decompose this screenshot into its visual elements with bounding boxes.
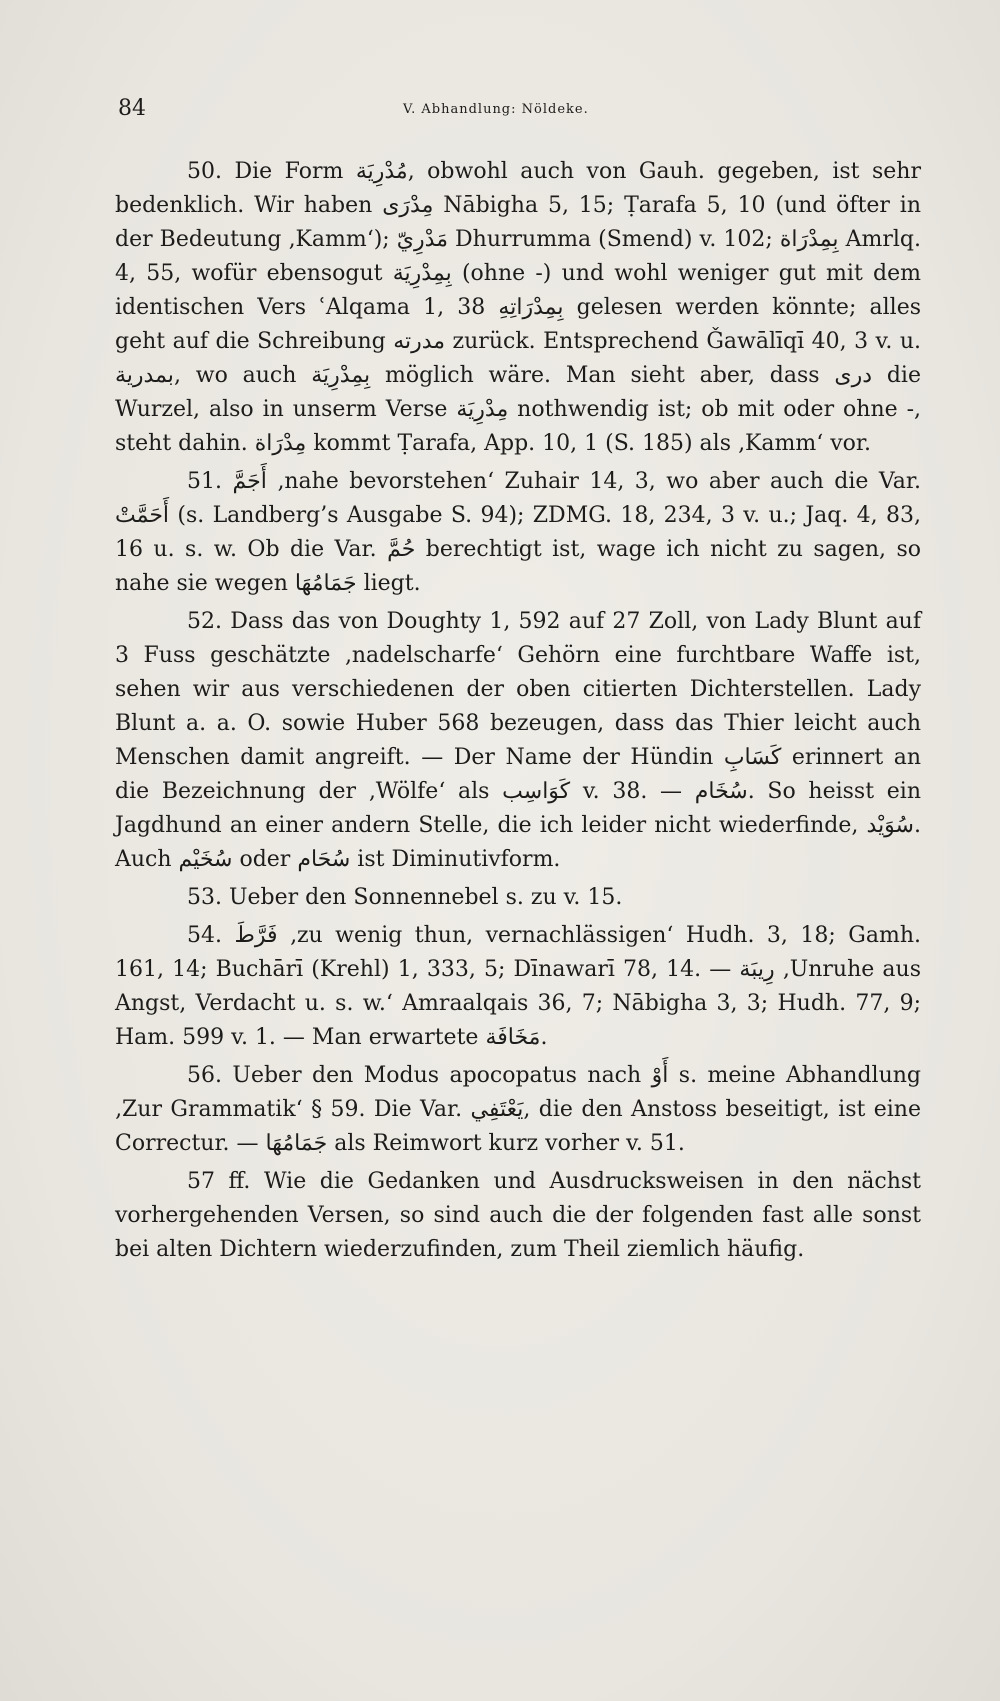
- page-number: 84: [118, 96, 146, 121]
- note-52: 52. Dass das von Doughty 1, 592 auf 27 Zoll, von Lady Blunt auf 3 Fuss geschätzte ‚nadelscharfe‘ Gehörn eine furchtbare Waffe ist, sehen wir aus verschiedenen der oben citierten Dichterstellen. Lady Blunt a. a. O. sowie Huber 568 bezeugen, dass das Thier leicht auch Menschen damit angreift. — Der Name der Hündin كَسَابِ erinnert an die Bezeichnung der ‚Wölfe‘ als كَوَاسِب v. 38. — سُخَام. So heisst ein Jagdhund an einer andern Stelle, die ich leider nicht wiederfinde, سُوَيْد. Auch سُخَيْم oder سُحَام ist Diminutivform.: [115, 609, 922, 872]
- note-54: 54. فَرَّطَ ‚zu wenig thun, vernachlässigen‘ Hudh. 3, 18; Gamh. 161, 14; Buchārī (Krehl) 1, 333, 5; Dīnawarī 78, 14. — رِيبَة ‚Unruhe aus Angst, Verdacht u. s. w.‘ Amraalqais 36, 7; Nābigha 3, 3; Hudh. 77, 9; Ham. 599 v. 1. — Man erwartete مَخَافَة.: [115, 923, 921, 1050]
- running-head: [118, 96, 918, 126]
- note-57: 57 ff. Wie die Gedanken und Ausdrucksweisen in den nächst vorhergehenden Versen, so sind auch die der folgenden fast alle sonst bei alten Dichtern wiederzufinden, zum Theil ziemlich häufig.: [115, 1169, 921, 1262]
- body-text: [115, 155, 921, 1271]
- note-51: 51. أَجَمَّ ‚nahe bevorstehen‘ Zuhair 14, 3, wo aber auch die Var. أَحَمَّتْ (s. Landberg’s Ausgabe S. 94); ZDMG. 18, 234, 3 v. u.; Jaq. 4, 83, 16 u. s. w. Ob die Var. حُمَّ berechtigt ist, wage ich nicht zu sagen, so nahe sie wegen جَمَامُهَا liegt.: [115, 469, 922, 596]
- running-title: V. Abhandlung: Nöldeke.: [403, 102, 589, 117]
- note-56: 56. Ueber den Modus apocopatus nach أَوْ s. meine Abhandlung ‚Zur Grammatik‘ § 59. Die Var. يَعْتَفِي, die den Anstoss beseitigt, ist eine Correctur. — جَمَامُهَا als Reimwort kurz vorher v. 51.: [115, 1063, 921, 1156]
- note-50: 50. Die Form مُدْرِيَة, obwohl auch von Gauh. gegeben, ist sehr bedenklich. Wir haben مِدْرَى Nābigha 5, 15; Ṭarafa 5, 10 (und öfter in der Bedeutung ‚Kamm‘); مَدْرِيّ Dhurrumma (Smend) v. 102; بِمِدْرَاة Amrlq. 4, 55, wofür ebensogut بِمِدْرِيَة (ohne -) und wohl weniger gut mit dem identischen Vers ʿAlqama 1, 38 بِمِدْرَاتِهِ gelesen werden könnte; alles geht auf die Schreibung مدرته zurück. Entsprechend Ǧawālīqī 40, 3 v. u. بمدرية, wo auch بِمِدْرِيَة möglich wäre. Man sieht aber, dass درى die Wurzel, also in unserm Verse مِدْرِيَة nothwendig ist; ob mit oder ohne -, steht dahin. مِدْرَاة kommt Ṭarafa, App. 10, 1 (S. 185) als ‚Kamm‘ vor.: [115, 159, 922, 456]
- note-53: 53. Ueber den Sonnennebel s. zu v. 15.: [187, 885, 623, 910]
